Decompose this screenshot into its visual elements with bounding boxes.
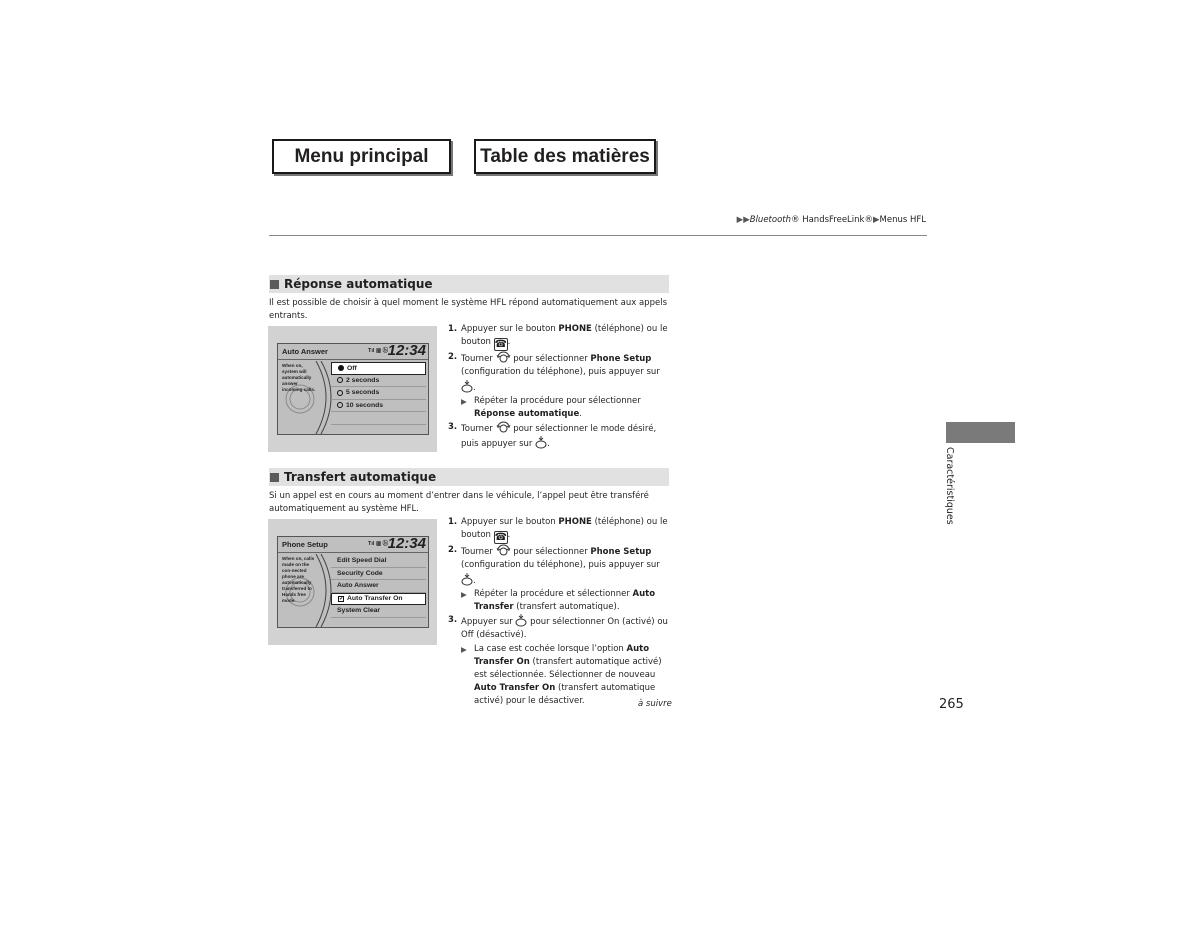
phone-button-label: PHONE <box>558 324 592 334</box>
breadcrumb-reg: ® <box>791 215 800 225</box>
menu-system-clear[interactable] <box>331 605 426 618</box>
breadcrumb-bluetooth: Bluetooth <box>749 215 791 225</box>
step-number: 1. <box>448 517 458 527</box>
screen-divider <box>278 359 428 360</box>
step-text: . <box>473 575 476 586</box>
chapter-tab[interactable] <box>946 422 1015 443</box>
phone-setup-screenshot <box>268 519 437 645</box>
radio-icon <box>337 390 343 396</box>
screen-title: Phone Setup <box>282 540 328 549</box>
triangle-bullet-icon: ▶ <box>461 589 467 599</box>
checkbox-checked-icon: ✓ <box>339 595 345 602</box>
menu-security-code[interactable] <box>331 568 426 581</box>
rotary-knob-icon <box>496 544 511 557</box>
step-text: pour sélectionner le mode désiré, <box>510 424 657 435</box>
screen-divider <box>278 552 428 553</box>
section-title: Réponse automatique <box>284 277 433 291</box>
menu-edit-speed-dial[interactable] <box>331 555 426 568</box>
step-text: Tourner <box>461 547 496 558</box>
step-text: . <box>473 382 476 393</box>
reponse-automatique-label: Réponse automatique <box>474 409 580 420</box>
step-number: 2. <box>448 352 458 363</box>
step-2 <box>448 544 673 588</box>
breadcrumb-arrow-icon: ▶▶ <box>736 215 750 225</box>
option-2-seconds[interactable] <box>331 375 426 388</box>
step-number: 3. <box>448 422 458 433</box>
step-number: 2. <box>448 545 458 556</box>
triangle-bullet-icon: ▶ <box>461 396 467 406</box>
screen-clock: 12:34 <box>387 342 426 359</box>
option-label: Off <box>347 364 357 372</box>
screen-clock: 12:34 <box>387 535 426 552</box>
menu-label: Auto Answer <box>337 582 379 590</box>
step-3 <box>448 614 673 642</box>
step-text: est sélectionnée. Sélectionner de nouveau <box>474 670 656 681</box>
press-knob-icon <box>461 380 473 393</box>
chapter-label-text: Caractéristiques <box>944 447 955 525</box>
rotary-knob-icon <box>496 421 511 434</box>
section-heading-reponse-automatique <box>269 275 669 293</box>
radio-icon <box>337 402 343 408</box>
chapter-label <box>944 447 958 527</box>
auto-transfer-label: Auto <box>626 643 650 654</box>
breadcrumb-hfl: HandsFreeLink® <box>799 215 873 225</box>
step-text: Off (désactivé). <box>461 630 527 641</box>
step-text: pour sélectionner On (activé) ou <box>527 617 668 628</box>
breadcrumb-menus: Menus HFL <box>879 215 926 225</box>
step-1 <box>448 516 673 544</box>
breadcrumb <box>737 215 926 225</box>
page-number: 265 <box>939 697 964 712</box>
step-text: . <box>579 409 582 420</box>
status-icons: Tıl ▥ ⓑ <box>368 541 389 547</box>
menu-label: Security Code <box>337 569 383 577</box>
step-number: 1. <box>448 324 458 334</box>
step-text: pour sélectionner <box>510 547 591 558</box>
section-heading-transfert-automatique <box>269 468 669 486</box>
procedure-steps <box>448 323 673 452</box>
step-text: (téléphone) ou le <box>591 324 668 334</box>
step-text: Répéter la procédure pour sélectionner <box>474 395 641 406</box>
section-intro: Si un appel est en cours au moment d’entrer dans le véhicule, l’appel peut être transféré automatiquement au système HFL. <box>269 491 649 514</box>
step-number: 3. <box>448 615 458 626</box>
option-label: 5 seconds <box>346 389 380 397</box>
step-2-note <box>448 395 673 421</box>
screen-help-text: When on, system will automatically answer incoming calls. <box>282 363 316 392</box>
press-knob-icon <box>461 573 473 586</box>
step-text: Tourner <box>461 424 496 435</box>
menu-principal-button[interactable]: Menu principal <box>272 139 451 174</box>
step-text: pour sélectionner <box>510 354 591 365</box>
step-text: (configuration du téléphone), puis appuyer sur <box>461 367 660 378</box>
step-text: (transfert automatique). <box>513 602 620 613</box>
radio-icon <box>337 377 343 383</box>
option-list <box>331 362 426 425</box>
display-screen <box>277 343 429 435</box>
step-text: Répéter la procédure et sélectionner <box>474 588 633 599</box>
step-text: Tourner <box>461 354 496 365</box>
step-2 <box>448 351 673 395</box>
auto-answer-screenshot <box>268 326 437 452</box>
procedure-steps <box>448 516 673 709</box>
display-screen <box>277 536 429 628</box>
step-text: La case est cochée lorsque l’option <box>474 643 627 654</box>
option-off[interactable] <box>331 362 426 375</box>
menu-label: Edit Speed Dial <box>337 557 387 565</box>
step-text: Appuyer sur le bouton <box>461 517 559 527</box>
section-title: Transfert automatique <box>284 470 437 484</box>
section-intro: Il est possible de choisir à quel moment le système HFL répond automatiquement aux appels entrants. <box>269 298 667 321</box>
auto-transfer-on-label: Auto Transfer On <box>474 683 556 694</box>
step-1 <box>448 323 673 351</box>
step-text: (configuration du téléphone), puis appuyer sur <box>461 560 660 571</box>
auto-transfer-on-label: Transfer On <box>474 656 530 667</box>
continued-label: à suivre <box>638 699 672 709</box>
table-des-matieres-button[interactable]: Table des matières <box>474 139 656 174</box>
phone-icon: ☎ <box>494 532 508 544</box>
auto-transfer-label: Auto <box>632 588 656 599</box>
step-text: . <box>547 439 550 450</box>
auto-transfer-label: Transfer <box>474 602 514 613</box>
square-bullet-icon <box>270 280 279 289</box>
step-text: bouton <box>461 337 494 348</box>
option-empty <box>331 412 426 425</box>
press-knob-icon <box>535 436 547 449</box>
step-text: (transfert automatique activé) <box>529 656 662 667</box>
step-3 <box>448 421 673 451</box>
phone-setup-label: Phone Setup <box>590 354 652 365</box>
step-2-note <box>448 588 673 614</box>
step-text: (téléphone) ou le <box>591 517 668 527</box>
menu-label: Auto Transfer On <box>347 595 403 603</box>
status-icons: Tıl ▥ ⓑ <box>368 348 389 354</box>
step-text: bouton <box>461 530 494 541</box>
header-rule <box>269 235 927 236</box>
phone-button-label: PHONE <box>558 517 592 527</box>
step-text: . <box>507 530 511 541</box>
step-text: Appuyer sur le bouton <box>461 324 559 334</box>
step-text: puis appuyer sur <box>461 439 536 450</box>
option-label: 10 seconds <box>346 401 384 409</box>
square-bullet-icon <box>270 473 279 482</box>
triangle-bullet-icon: ▶ <box>461 644 467 654</box>
phone-icon: ☎ <box>494 339 508 351</box>
step-text: Appuyer sur <box>461 617 516 628</box>
menu-auto-transfer-on[interactable] <box>331 593 426 606</box>
breadcrumb-arrow-icon: ▶ <box>872 215 880 225</box>
step-text: activé) pour le désactiver. <box>474 696 585 707</box>
screen-help-text: When on, calls made on the con-nected phone are automatically transferred to Hands free mode. <box>282 556 315 603</box>
menu-label: System Clear <box>337 607 381 615</box>
phone-setup-label: Phone Setup <box>590 547 652 558</box>
menu-list <box>331 555 426 618</box>
step-text: . <box>507 337 511 348</box>
option-10-seconds[interactable] <box>331 400 426 413</box>
option-label: 2 seconds <box>346 376 380 384</box>
menu-auto-answer[interactable] <box>331 580 426 593</box>
rotary-knob-icon <box>496 351 511 364</box>
radio-selected-icon <box>338 365 344 371</box>
step-text: (transfert automatique <box>555 683 656 694</box>
option-5-seconds[interactable] <box>331 387 426 400</box>
press-knob-icon <box>515 614 527 627</box>
screen-title: Auto Answer <box>282 347 328 356</box>
